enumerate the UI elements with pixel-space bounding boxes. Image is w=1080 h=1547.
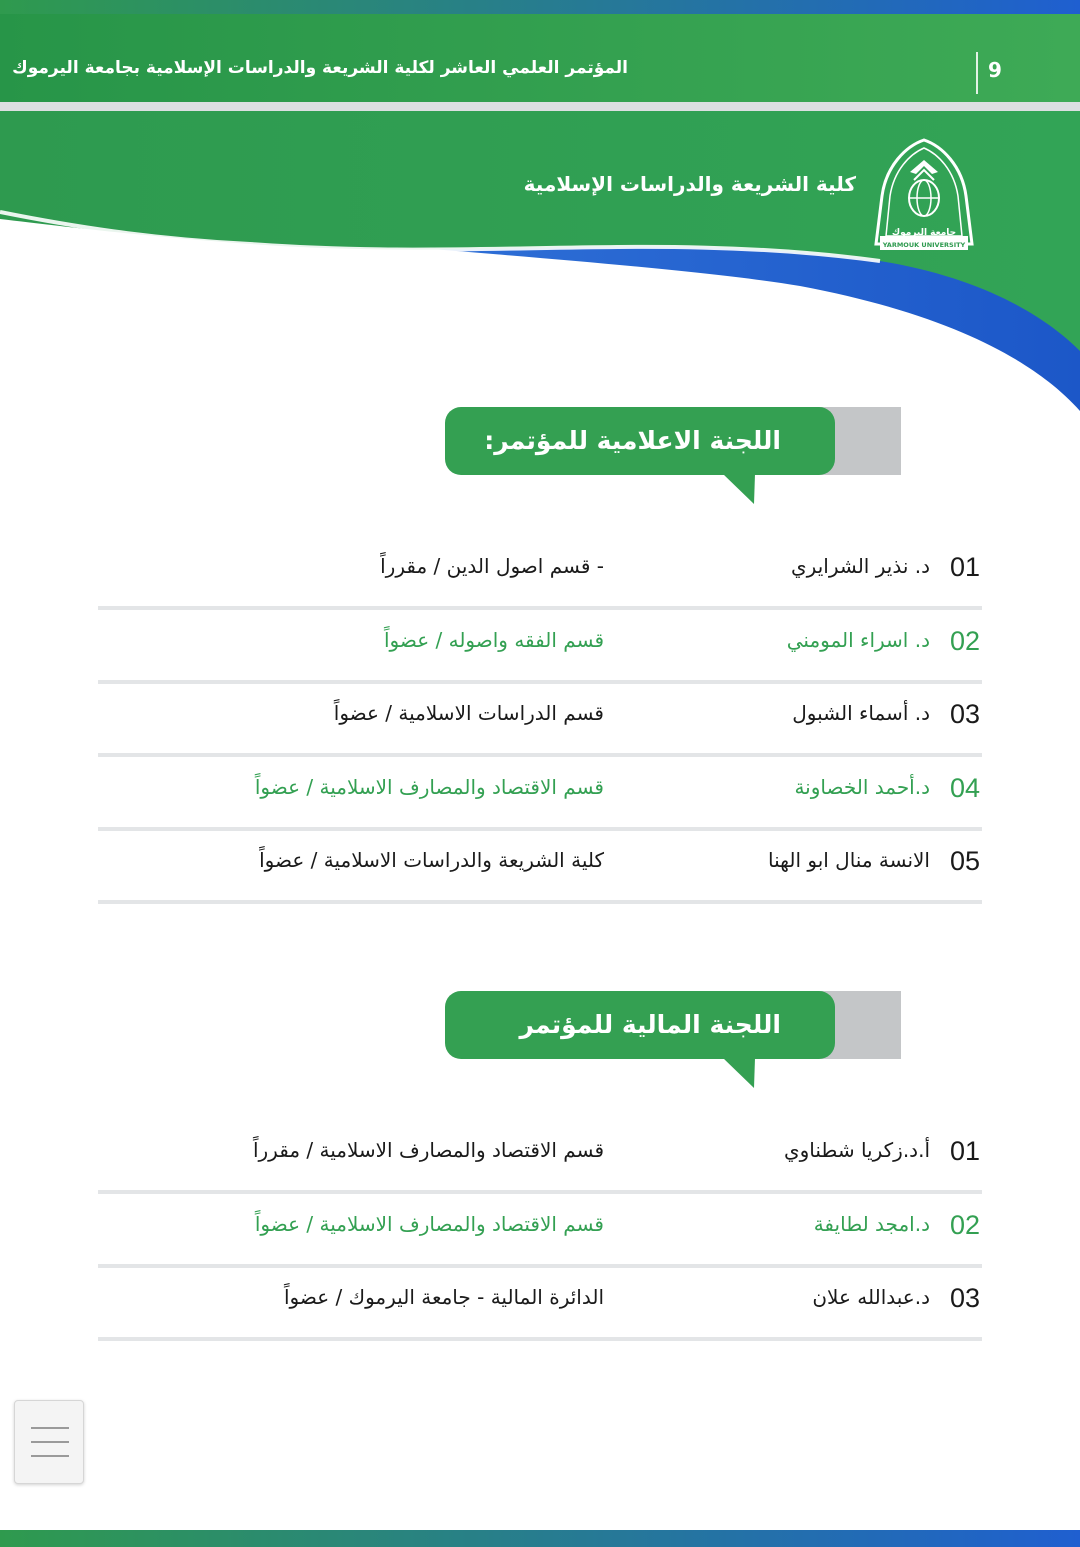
college-name: كلية الشريعة والدراسات الإسلامية xyxy=(523,172,856,196)
member-number: 04 xyxy=(949,773,980,803)
member-department: - قسم اصول الدين / مقرراً xyxy=(380,554,604,578)
member-department: قسم الاقتصاد والمصارف الاسلامية / عضواً xyxy=(254,1212,604,1236)
member-department: قسم الاقتصاد والمصارف الاسلامية / عضواً xyxy=(254,775,604,799)
member-row xyxy=(98,607,982,684)
media-committee-heading xyxy=(445,406,901,506)
header-divider xyxy=(0,102,1080,111)
logo-text-arabic: جامعة اليرموك xyxy=(891,228,957,238)
logo-text-english: YARMOUK UNIVERSITY xyxy=(882,241,966,249)
member-department: كلية الشريعة والدراسات الاسلامية / عضواً xyxy=(259,848,604,872)
member-row xyxy=(98,1117,982,1194)
member-number: 02 xyxy=(949,626,980,656)
heading-bubble xyxy=(445,990,901,1090)
member-name: د. اسراء المومني xyxy=(786,628,930,652)
member-name: د.أحمد الخصاونة xyxy=(794,775,930,799)
member-name: د.امجد لطايفة xyxy=(813,1212,930,1236)
member-number: 03 xyxy=(949,699,980,729)
menu-icon xyxy=(31,1427,69,1429)
university-logo xyxy=(870,136,978,258)
member-number: 03 xyxy=(949,1283,980,1313)
top-accent-stripe xyxy=(0,0,1080,14)
member-number: 01 xyxy=(949,552,980,582)
page-number-divider xyxy=(976,52,978,94)
member-number: 01 xyxy=(949,1136,980,1166)
menu-button[interactable] xyxy=(14,1400,84,1484)
member-name: أ.د.زكريا شطناوي xyxy=(783,1138,930,1162)
conference-title: المؤتمر العلمي العاشر لكلية الشريعة والدراسات الإسلامية بجامعة اليرموك xyxy=(12,58,628,78)
section-heading-text: اللجنة المالية للمؤتمر xyxy=(519,1010,781,1039)
member-row xyxy=(98,533,982,610)
member-department: قسم الاقتصاد والمصارف الاسلامية / مقرراً xyxy=(252,1138,604,1162)
member-name: د. نذير الشرايري xyxy=(791,554,930,578)
member-number: 05 xyxy=(949,846,980,876)
heading-bubble xyxy=(445,406,901,506)
member-row xyxy=(98,827,982,904)
menu-icon xyxy=(31,1455,69,1457)
member-name: الانسة منال ابو الهنا xyxy=(768,848,930,872)
member-department: الدائرة المالية - جامعة اليرموك / عضواً xyxy=(284,1285,604,1309)
member-name: د.عبدالله علان xyxy=(812,1285,930,1309)
member-row xyxy=(98,1264,982,1341)
member-row xyxy=(98,680,982,757)
member-row xyxy=(98,1191,982,1268)
menu-icon xyxy=(31,1441,69,1443)
member-department: قسم الدراسات الاسلامية / عضواً xyxy=(333,701,604,725)
page-number: 9 xyxy=(988,58,1002,82)
finance-committee-heading xyxy=(445,990,901,1090)
member-department: قسم الفقه واصوله / عضواً xyxy=(384,628,604,652)
bottom-accent-stripe xyxy=(0,1530,1080,1547)
member-name: د. أسماء الشبول xyxy=(792,701,930,725)
header-bar xyxy=(0,14,1080,102)
member-row xyxy=(98,754,982,831)
section-heading-text: اللجنة الاعلامية للمؤتمر: xyxy=(484,426,781,455)
member-number: 02 xyxy=(949,1210,980,1240)
